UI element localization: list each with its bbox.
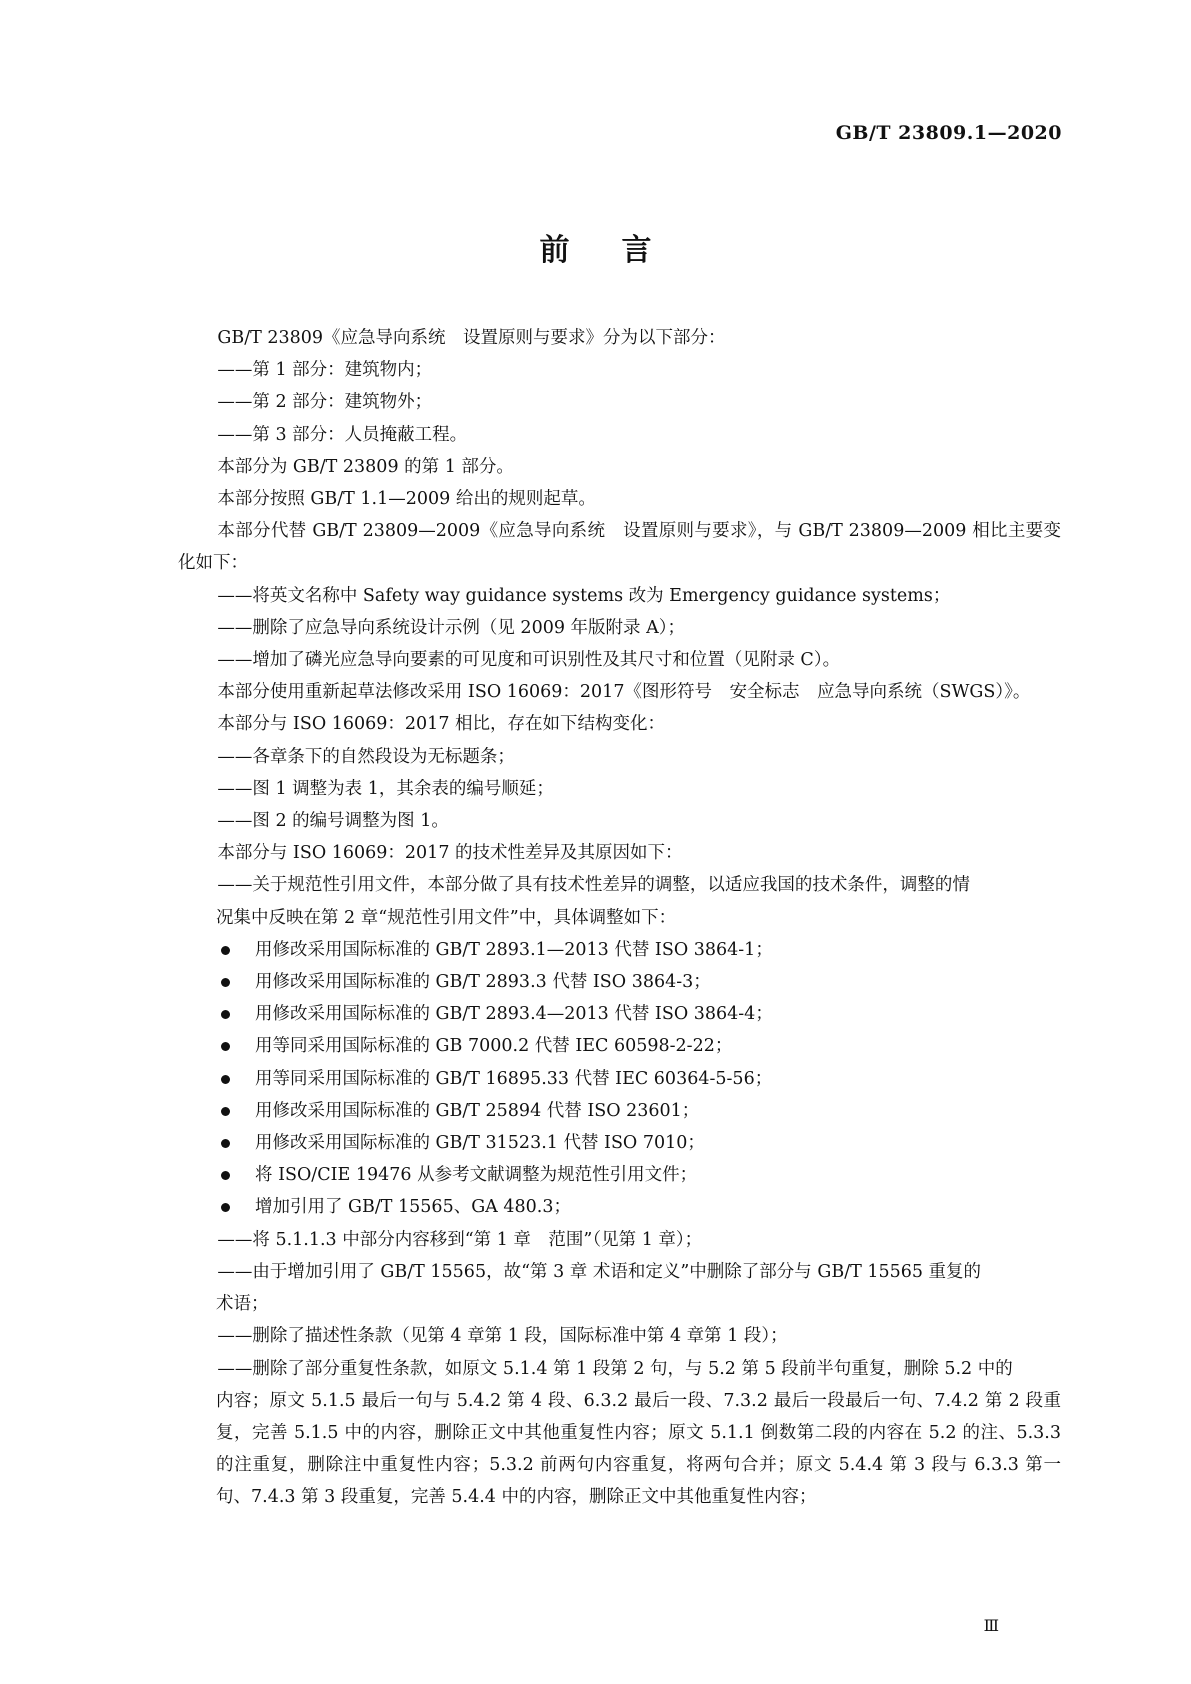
dash-item: ——第 3 部分：人员掩蔽工程。 <box>217 424 468 445</box>
bullet-item <box>178 934 1061 966</box>
dash-item: ——将 5.1.1.3 中部分内容移到“第 1 章 范围”（见第 1 章）； <box>217 1229 703 1250</box>
dash-item: ——图 2 的编号调整为图 1。 <box>217 811 449 832</box>
bullet-item <box>178 1127 1061 1159</box>
bullet-text: 增加引用了 GB/T 15565、GA 480.3； <box>255 1197 571 1218</box>
paragraph: GB/T 23809《应急导向系统 设置原则与要求》分为以下部分： <box>217 328 726 348</box>
dash-item-continuation <box>178 902 1061 934</box>
paragraph: 本部分与 ISO 16069：2017 的技术性差异及其原因如下： <box>217 843 683 864</box>
document-body <box>178 322 1061 1514</box>
bullet-text: 用修改采用国际标准的 GB/T 25894 代替 ISO 23601； <box>255 1100 700 1121</box>
paragraph: 本部分为 GB/T 23809 的第 1 部分。 <box>217 456 514 477</box>
bullet-text: 用修改采用国际标准的 GB/T 2893.3 代替 ISO 3864-3； <box>255 972 711 993</box>
dash-item: ——删除了应急导向系统设计示例（见 2009 年版附录 A）； <box>217 617 685 638</box>
bullet-text: 用修改采用国际标准的 GB/T 2893.1—2013 代替 ISO 3864-1； <box>255 939 773 960</box>
bullet-text: 用修改采用国际标准的 GB/T 2893.4—2013 代替 ISO 3864-4； <box>255 1004 773 1025</box>
dash-item: ——各章条下的自然段设为无标题条； <box>217 746 515 767</box>
bullet-item <box>178 1095 1061 1127</box>
bullet-dot-icon <box>221 1075 230 1084</box>
paragraph: 本部分按照 GB/T 1.1—2009 给出的规则起草。 <box>217 489 596 510</box>
continuation-text: 术语； <box>216 1294 269 1315</box>
bullet-dot-icon <box>221 978 230 987</box>
bullet-dot-icon <box>221 1042 230 1051</box>
standard-number: GB/T 23809.1—2020 <box>835 122 1062 144</box>
paragraph: 本部分代替 GB/T 23809—2009《应急导向系统 设置原则与要求》，与 GB/T 23809—2009 相比主要变化如下： <box>178 521 1061 574</box>
dash-item-continuation <box>178 1385 1061 1514</box>
bullet-list <box>178 934 1061 1224</box>
continuation-text: 内容；原文 5.1.5 最后一句与 5.4.2 第 4 段、6.3.2 最后一段、7.3.2 最后一段最后一句、7.4.2 第 2 段重复，完善 5.1.5 中的内容，删除正文中其他重复性内容；原文 5.1.1 倒数第二段的内容在 5.2 的注、5.3.3 的注重复，删除注中重复性内容；5.3.2 前两句内容重复，将两句合并；原文 5.4.4 第 3 段与 6.3.3 第一句、7.4.3 第 3 段重复，完善 5.4.4 中的内容，删除正文中其他重复性内容； <box>216 1390 1061 1508</box>
dash-item: ——删除了描述性条款（见第 4 章第 1 段，国际标准中第 4 章第 1 段）； <box>217 1326 788 1347</box>
page-title: 前言 <box>539 233 704 268</box>
bullet-dot-icon <box>221 1139 230 1148</box>
paragraph: 本部分使用重新起草法修改采用 ISO 16069：2017《图形符号 安全标志 应急导向系统（SWGS）》。 <box>217 682 1031 703</box>
paragraph: 本部分与 ISO 16069：2017 相比，存在如下结构变化： <box>217 714 666 735</box>
bullet-text: 用等同采用国际标准的 GB 7000.2 代替 IEC 60598-2-22； <box>255 1036 733 1057</box>
dash-item: ——图 1 调整为表 1，其余表的编号顺延； <box>217 778 554 799</box>
dash-item: ——增加了磷光应急导向要素的可见度和可识别性及其尺寸和位置（见附录 C）。 <box>217 650 841 671</box>
bullet-item <box>178 1191 1061 1223</box>
bullet-item <box>178 1030 1061 1062</box>
bullet-dot-icon <box>221 1171 230 1180</box>
bullet-dot-icon <box>221 1010 230 1019</box>
dash-item-continuation <box>178 1288 1061 1320</box>
dash-item: ——第 1 部分：建筑物内； <box>217 360 433 381</box>
continuation-text: 况集中反映在第 2 章“规范性引用文件”中，具体调整如下： <box>216 907 677 928</box>
bullet-dot-icon <box>221 1203 230 1212</box>
bullet-item <box>178 1063 1061 1095</box>
bullet-text: 用修改采用国际标准的 GB/T 31523.1 代替 ISO 7010； <box>255 1133 705 1154</box>
dash-item: ——第 2 部分：建筑物外； <box>217 392 433 413</box>
dash-item: ——关于规范性引用文件，本部分做了具有技术性差异的调整，以适应我国的技术条件，调整的情 <box>217 875 970 896</box>
dash-item: ——删除了部分重复性条款，如原文 5.1.4 第 1 段第 2 句，与 5.2 第 5 段前半句重复，删除 5.2 中的 <box>217 1358 1013 1379</box>
bullet-text: 用等同采用国际标准的 GB/T 16895.33 代替 IEC 60364-5-56； <box>255 1068 773 1089</box>
bullet-item <box>178 1159 1061 1191</box>
bullet-text: 将 ISO/CIE 19476 从参考文献调整为规范性引用文件； <box>255 1165 698 1186</box>
page-number: Ⅲ <box>983 1616 999 1635</box>
bullet-item <box>178 966 1061 998</box>
dash-item: ——由于增加引用了 GB/T 15565，故“第 3 章 术语和定义”中删除了部分与 GB/T 15565 重复的 <box>217 1261 982 1282</box>
bullet-item <box>178 998 1061 1030</box>
bullet-dot-icon <box>221 1107 230 1116</box>
dash-item: ——将英文名称中 Safety way guidance systems 改为 Emergency guidance systems； <box>217 585 951 606</box>
bullet-dot-icon <box>221 946 230 955</box>
